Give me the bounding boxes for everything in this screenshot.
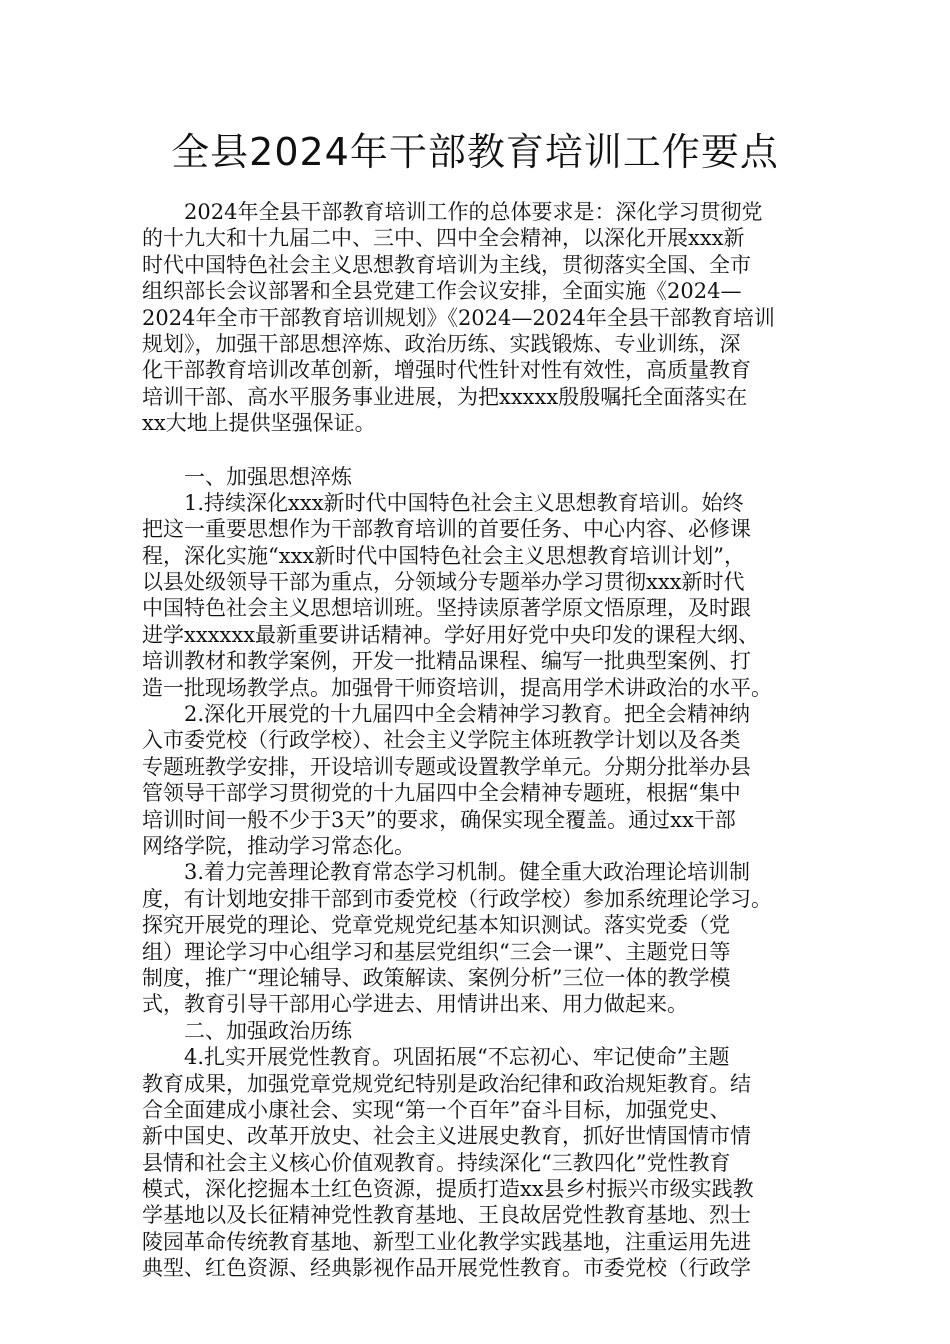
text-line: 规划》，加强干部思想淬炼、政治历练、实践锻炼、专业训练，深 [142,331,741,356]
text-line: 新中国史、改革开放史、社会主义进展史教育，抓好世情国情市情 [142,1124,751,1149]
text-line: 制度，推广“理论辅导、政策解读、案例分析”三位一体的教学模 [142,965,731,990]
text-line: 培训时间一般不少于3天”的要求，确保实现全覆盖。通过xx干部 [142,807,736,832]
text-line: 典型、红色资源、经典影视作品开展党性教育。市委党校（行政学 [142,1256,751,1281]
text-line: 式，教育引导干部用心学进去、用情讲出来、用力做起来。 [142,992,688,1017]
text-line: 培训干部、高水平服务事业进展，为把xxxxx殷殷嘱托全面落实在 [142,384,748,409]
text-line: 学基地以及长征精神党性教育基地、王良故居党性教育基地、烈士 [142,1203,751,1228]
text-line: 造一批现场教学点。加强骨干师资培训，提高用学术讲政治的水平。 [142,675,772,700]
text-line: 教育成果，加强党章党规党纪特别是政治纪律和政治规矩教育。结 [142,1071,751,1096]
text-line: 程，深化实施“xxx新时代中国特色社会主义思想教育培训计划”， [142,543,745,568]
text-line: 陵园革命传统教育基地、新型工业化教学实践基地，注重运用先进 [142,1229,751,1254]
text-line: 中国特色社会主义思想培训班。坚持读原著学原文悟原理，及时跟 [142,596,751,621]
text-line: 把这一重要思想作为干部教育培训的首要任务、中心内容、必修课 [142,517,751,542]
paragraph-spacer [142,437,814,464]
document-body [142,199,814,1282]
text-line: 专题班教学安排，开设培训专题或设置教学单元。分期分批举办县 [142,754,751,779]
text-line: 时代中国特色社会主义思想教育培训为主线，贯彻落实全国、全市 [142,252,751,277]
text-line: 探究开展党的理论、党章党规党纪基本知识测试。落实党委（党 [142,913,730,938]
text-line: 1.持续深化xxx新时代中国特色社会主义思想教育培训。始终 [142,490,744,515]
text-line: 二、加强政治历练 [142,1018,352,1043]
document-title: 全县2024年干部教育培训工作要点 [171,130,779,174]
text-line: 进学xxxxxx最新重要讲话精神。学好用好党中央印发的课程大纲、 [142,622,760,647]
text-line: 2024年全市干部教育培训规划》《2024—2024年全县干部教育培训 [142,305,775,330]
text-line: 培训教材和教学案例，开发一批精品课程、编写一批典型案例、打 [142,649,751,674]
text-line: 以县处级领导干部为重点，分领域分专题举办学习贯彻xxx新时代 [142,570,745,595]
text-line: 的十九大和十九届二中、三中、四中全会精神，以深化开展xxx新 [142,226,745,251]
text-line: 管领导干部学习贯彻党的十九届四中全会精神专题班，根据“集中 [142,781,741,806]
text-line: 网络学院，推动学习常态化。 [142,833,415,858]
text-line: 化干部教育培训改革创新，增强时代性针对性有效性，高质量教育 [142,358,751,383]
text-line: 入市委党校（行政学校）、社会主义学院主体班教学计划以及各类 [142,728,741,753]
text-line: 2024年全县干部教育培训工作的总体要求是：深化学习贯彻党 [142,200,763,224]
text-line: 2.深化开展党的十九届四中全会精神学习教育。把全会精神纳 [142,702,751,727]
text-line: 4.扎实开展党性教育。巩固拓展“不忘初心、牢记使命”主题 [142,1045,730,1070]
text-line: 县情和社会主义核心价值观教育。持续深化“三教四化”党性教育 [142,1150,731,1175]
text-line: 合全面建成小康社会、实现“第一个百年”奋斗目标，加强党史、 [142,1097,731,1122]
text-line: 3.着力完善理论教育常态学习机制。健全重大政治理论培训制 [142,860,751,885]
text-line: 一、加强思想淬炼 [142,464,352,489]
text-line: 模式，深化挖掘本土红色资源，提质打造xx县乡村振兴市级实践教 [142,1177,754,1202]
text-line: 组）理论学习中心组学习和基层党组织“三会一课”、主题党日等 [142,939,731,964]
text-line: 组织部长会议部署和全县党建工作会议安排，全面实施《2024— [142,279,742,304]
text-line: 度，有计划地安排干部到市委党校（行政学校）参加系统理论学习。 [142,886,772,911]
text-line: xx大地上提供坚强保证。 [142,411,376,436]
